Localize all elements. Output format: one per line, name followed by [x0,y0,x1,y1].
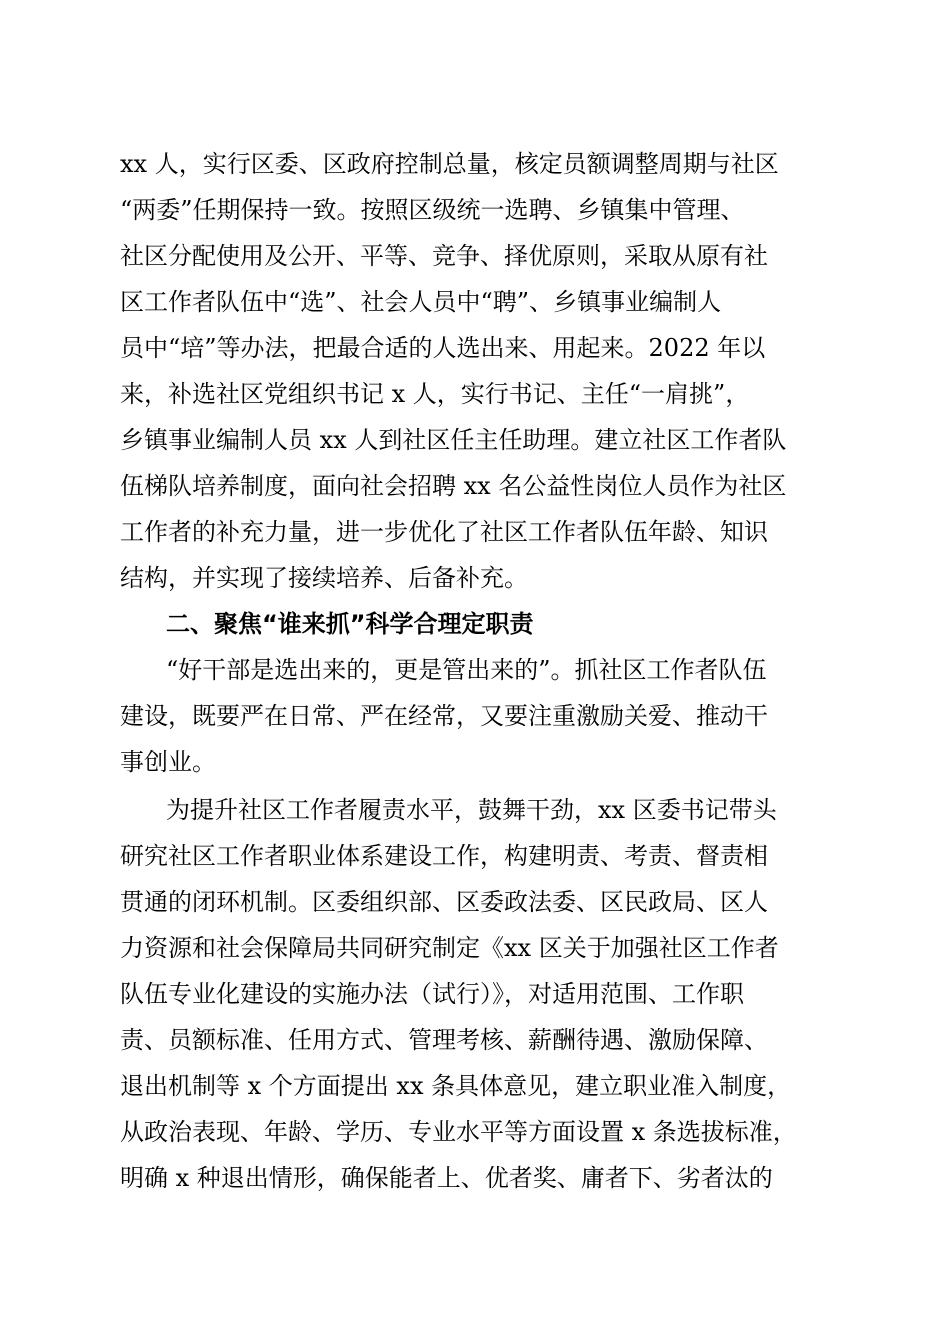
paragraph-2-line-2: 建设，既要严在日常、严在经常，又要注重激励关爱、推动干 [120,702,768,730]
section-heading-2: 二、聚焦“谁来抓”科学合理定职责 [166,610,534,638]
paragraph-3-line-1: 为提升社区工作者履责水平，鼓舞干劲，xx 区委书记带头 [166,796,777,824]
paragraph-1-line-9: 工作者的补充力量，进一步优化了社区工作者队伍年龄、知识 [120,518,768,546]
paragraph-3-line-9: 明确 x 种退出情形，确保能者上、优者奖、庸者下、劣者汰的 [120,1164,773,1192]
paragraph-1-line-5: 员中“培”等办法，把最合适的人选出来、用起来。2022 年以 [120,334,766,362]
paragraph-3-line-3: 贯通的闭环机制。区委组织部、区委政法委、区民政局、区人 [120,888,768,916]
paragraph-3-line-7: 退出机制等 x 个方面提出 xx 条具体意见，建立职业准入制度， [120,1072,792,1100]
paragraph-3-line-6: 责、员额标准、任用方式、管理考核、薪酬待遇、激励保障、 [120,1026,768,1054]
paragraph-1-line-3: 社区分配使用及公开、平等、竞争、择优原则，采取从原有社 [120,242,768,270]
paragraph-1-line-2: “两委”任期保持一致。按照区级统一选聘、乡镇集中管理、 [120,196,745,224]
paragraph-1-line-1: xx 人，实行区委、区政府控制总量，核定员额调整周期与社区 [120,150,779,178]
paragraph-2-line-1: “好干部是选出来的，更是管出来的”。抓社区工作者队伍 [166,656,767,684]
paragraph-1-line-7: 乡镇事业编制人员 xx 人到社区任主任助理。建立社区工作者队 [120,426,787,454]
paragraph-2-line-3: 事创业。 [120,748,216,776]
paragraph-3-line-5: 队伍专业化建设的实施办法（试行）》，对适用范围、工作职 [120,980,744,1008]
paragraph-1-line-6: 来，补选社区党组织书记 x 人，实行书记、主任“一肩挑”， [120,380,750,408]
paragraph-1-line-4: 区工作者队伍中“选”、社会人员中“聘”、乡镇事业编制人 [120,288,722,316]
paragraph-1-line-10: 结构，并实现了接续培养、后备补充。 [120,564,528,592]
paragraph-3-line-2: 研究社区工作者职业体系建设工作，构建明责、考责、督责相 [120,842,768,870]
paragraph-3-line-4: 力资源和社会保障局共同研究制定《xx 区关于加强社区工作者 [120,934,779,962]
paragraph-3-line-8: 从政治表现、年龄、学历、专业水平等方面设置 x 条选拔标准， [120,1118,797,1146]
paragraph-1-line-8: 伍梯队培养制度，面向社会招聘 xx 名公益性岗位人员作为社区 [120,472,787,500]
